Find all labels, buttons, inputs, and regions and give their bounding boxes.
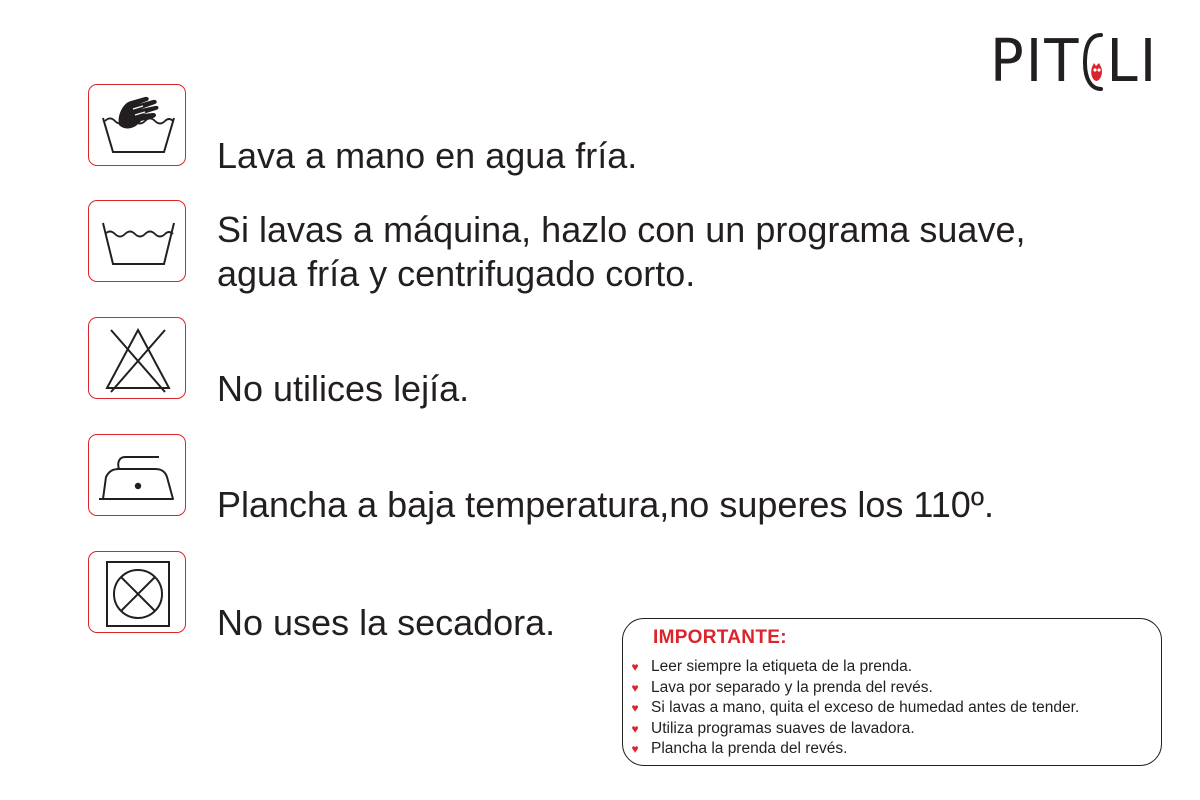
logo-text-suffix: LI bbox=[1106, 27, 1159, 96]
list-item bbox=[629, 678, 1159, 699]
hand-wash-icon bbox=[88, 84, 186, 166]
important-notes-box bbox=[622, 618, 1162, 766]
do-not-tumble-dry-icon bbox=[88, 551, 186, 633]
list-item-text: Plancha la prenda del revés. bbox=[651, 740, 848, 758]
list-item-text: Utiliza programas suaves de lavadora. bbox=[651, 719, 915, 737]
care-text-machine-wash-line-2: agua fría y centrifugado corto. bbox=[217, 253, 696, 294]
brand-logo bbox=[990, 22, 1158, 102]
list-item bbox=[629, 698, 1159, 719]
list-item-text: Lava por separado y la prenda del revés. bbox=[651, 678, 933, 696]
care-text-iron-low: Plancha a baja temperatura,no superes los 110º. bbox=[217, 484, 994, 525]
list-item-text: Leer siempre la etiqueta de la prenda. bbox=[651, 658, 913, 676]
machine-wash-gentle-icon bbox=[88, 200, 186, 282]
list-item bbox=[629, 719, 1159, 740]
heart-icon: ♥ bbox=[631, 660, 639, 675]
owl-logo-icon bbox=[1081, 27, 1107, 97]
list-item-text: Si lavas a mano, quita el exceso de humedad antes de tender. bbox=[651, 699, 1080, 717]
care-text-no-dryer: No uses la secadora. bbox=[217, 602, 556, 643]
list-item bbox=[629, 739, 1159, 760]
logo-text-prefix: PIT bbox=[990, 27, 1081, 96]
care-text-hand-wash: Lava a mano en agua fría. bbox=[217, 135, 638, 176]
heart-icon: ♥ bbox=[631, 721, 639, 736]
care-text-no-bleach: No utilices lejía. bbox=[217, 368, 470, 409]
do-not-bleach-icon bbox=[88, 317, 186, 399]
heart-icon: ♥ bbox=[631, 742, 639, 757]
iron-low-temperature-icon bbox=[88, 434, 186, 516]
important-title: IMPORTANTE: bbox=[653, 627, 787, 648]
important-list bbox=[629, 657, 1159, 760]
heart-icon: ♥ bbox=[631, 680, 639, 695]
list-item bbox=[629, 657, 1159, 678]
care-text-machine-wash-line-1: Si lavas a máquina, hazlo con un programa suave, bbox=[217, 209, 1026, 250]
heart-icon: ♥ bbox=[631, 701, 639, 716]
